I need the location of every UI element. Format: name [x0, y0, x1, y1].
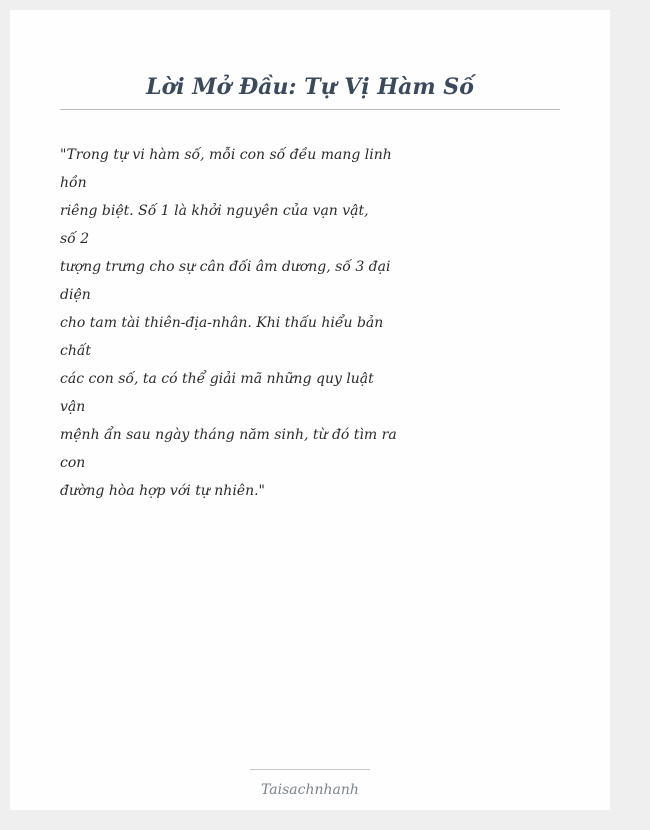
text-line: riêng biệt. Số 1 là khởi nguyên của vạn vật, [60, 203, 369, 219]
text-line: vận [60, 399, 86, 415]
text-line: chất [60, 343, 92, 359]
document-page [10, 10, 610, 810]
text-line: các con số, ta có thể giải mã những quy luật [60, 371, 374, 387]
text-line: tượng trưng cho sự cân đối âm dương, số 3 đại [60, 259, 391, 275]
intro-paragraph [60, 141, 397, 505]
text-line: đường hòa hợp với tự nhiên." [60, 483, 265, 499]
title-divider [60, 109, 560, 110]
footer-brand: Taisachnhanh [261, 782, 359, 798]
text-line: con [60, 455, 86, 471]
text-line: diện [60, 287, 91, 303]
text-line: "Trong tự vi hàm số, mỗi con số đều mang linh [60, 147, 392, 163]
text-line: hồn [60, 175, 87, 191]
page-title: Lời Mở Đầu: Tự Vị Hàm Số [146, 74, 474, 100]
footer-divider [250, 769, 370, 770]
text-line: số 2 [60, 231, 90, 247]
text-line: cho tam tài thiên-địa-nhân. Khi thấu hiểu bản [60, 315, 384, 331]
text-line: mệnh ẩn sau ngày tháng năm sinh, từ đó tìm ra [60, 427, 397, 443]
